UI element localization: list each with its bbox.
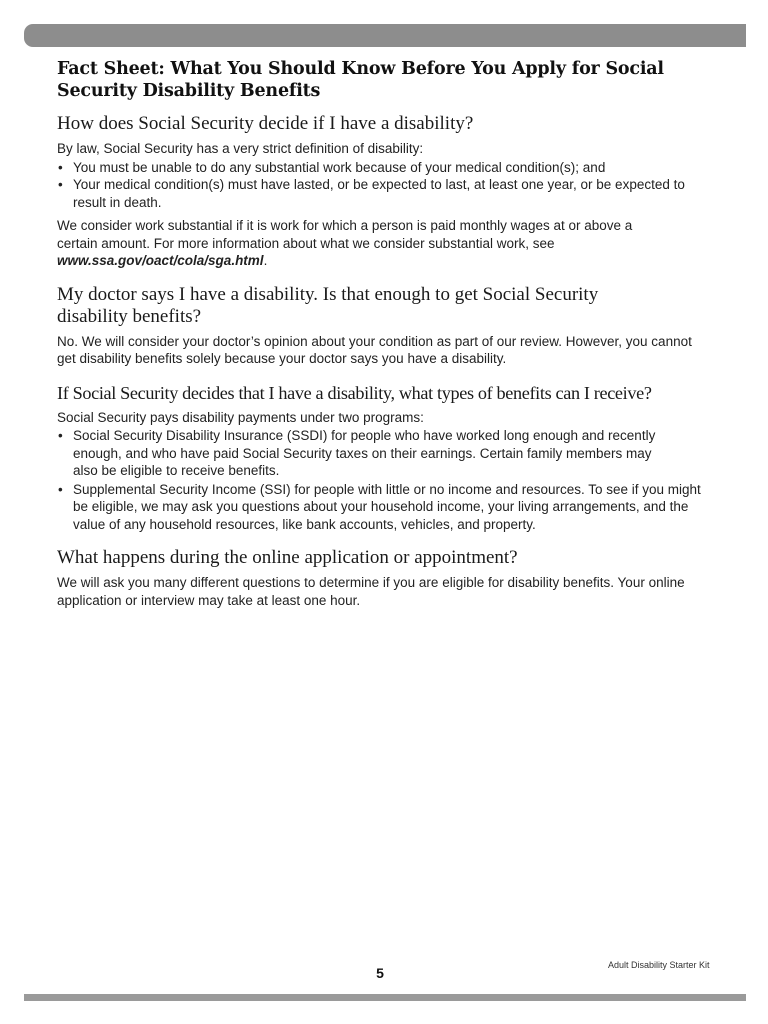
section-2-paragraph: No. We will consider your doctor’s opinion about your condition as part of our review. However, you cannot get disability benefits solely because your doctor says you have a disability. — [57, 333, 692, 366]
list-item: • Supplemental Security Income (SSI) for people with little or no income and resources. To see if you might be eligible, we may ask you questions about your household income, your living arrangements, and the value of any household resources, like bank accounts, vehicles, and property. — [58, 481, 701, 532]
section-heading-2: My doctor says I have a disability. Is that enough to get Social Security disability benefits? — [57, 283, 599, 327]
header-bar — [24, 24, 746, 47]
page-number: 5 — [376, 965, 384, 981]
bullet-icon: • — [58, 159, 63, 175]
section-1-intro: By law, Social Security has a very strict definition of disability: — [57, 141, 424, 156]
list-item: • Social Security Disability Insurance (SSDI) for people who have worked long enough and recently enough, and who have paid Social Security taxes on their earnings. Certain family members may also be eligible to receive benefits. — [58, 428, 656, 478]
section-4-paragraph: We will ask you many different questions to determine if you are eligible for disability benefits. Your online application or interview may take at least one hour. — [57, 575, 685, 608]
list-item: • You must be unable to do any substantial work because of your medical condition(s); and — [58, 159, 606, 175]
footer-document-title: Adult Disability Starter Kit — [608, 960, 710, 970]
page-title: Fact Sheet: What You Should Know Before You Apply for Social Security Disability Benefits — [57, 59, 664, 101]
section-3-intro: Social Security pays disability payments under two programs: — [57, 409, 424, 425]
section-heading-4: What happens during the online application or appointment? — [57, 547, 518, 568]
section-1-bullet-list — [57, 159, 713, 212]
section-heading-1: How does Social Security decide if I have a disability? — [57, 113, 474, 134]
list-item: • Your medical condition(s) must have lasted, or be expected to last, at least one year, or be expected to result in death. — [58, 177, 685, 210]
section-heading-3: If Social Security decides that I have a disability, what types of benefits can I receive? — [57, 382, 652, 403]
document-body — [57, 58, 713, 609]
sga-link[interactable]: www.ssa.gov/oact/cola/sga.html — [57, 253, 264, 268]
section-3-bullet-list — [57, 427, 713, 533]
bullet-icon: • — [58, 481, 63, 497]
bullet-icon: • — [58, 428, 63, 443]
footer-bar — [24, 994, 746, 1001]
section-1-paragraph: We consider work substantial if it is work for which a person is paid monthly wages at or above a certain amount. For more information about what we consider substantial work, see www.ssa.gov/oact/cola/sga.html. — [57, 218, 633, 268]
bullet-icon: • — [58, 177, 63, 192]
